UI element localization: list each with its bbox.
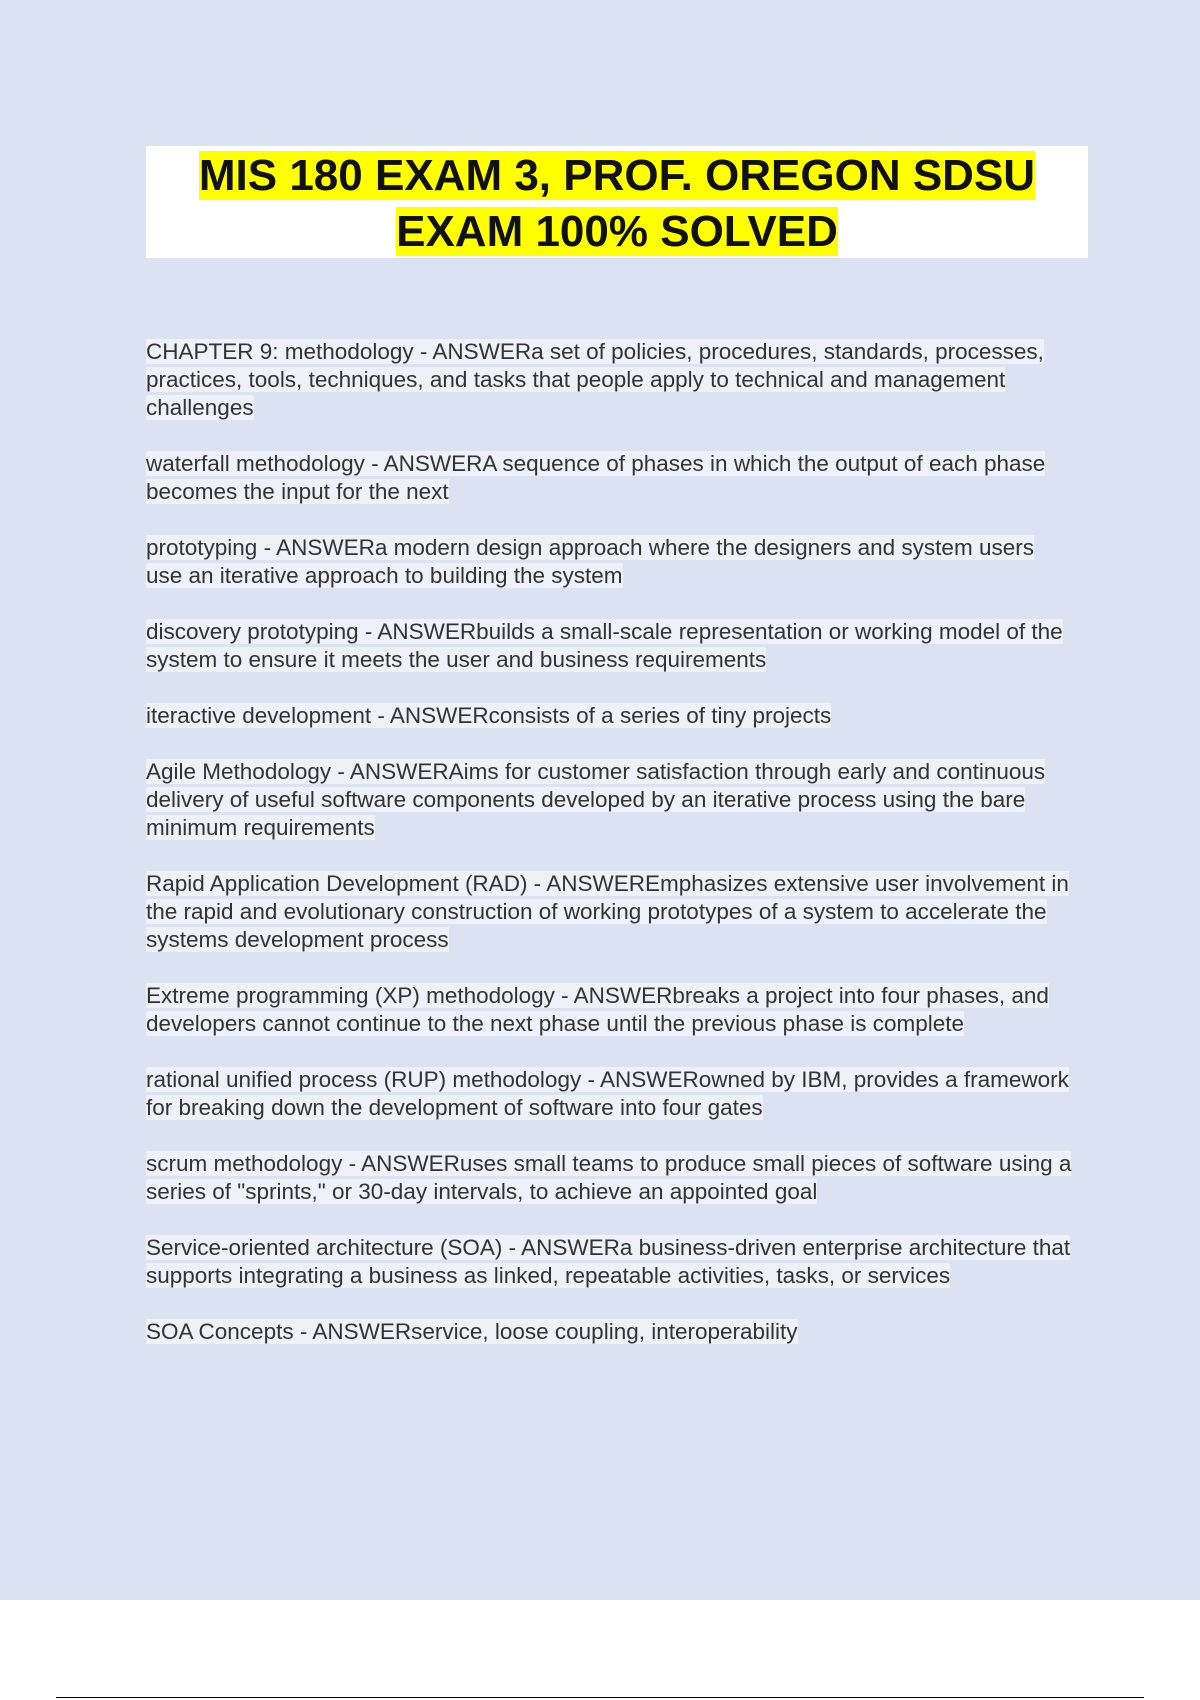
- entry-text: scrum methodology - ANSWERuses small teams to produce small pieces of software using a series of "sprints," or 30-day intervals, to achieve an appointed goal: [146, 1151, 1072, 1204]
- list-item: [146, 1318, 1076, 1346]
- list-item: [146, 982, 1076, 1038]
- entry-text: waterfall methodology - ANSWERA sequence of phases in which the output of each phase becomes the input for the next: [146, 451, 1046, 504]
- title-line-1: MIS 180 EXAM 3, PROF. OREGON SDSU: [198, 151, 1036, 200]
- list-item: [146, 702, 1076, 730]
- entry-text: Service-oriented architecture (SOA) - ANSWERa business-driven enterprise architecture that supports integrating a business as linked, repeatable activities, tasks, or services: [146, 1235, 1071, 1288]
- list-item: [146, 534, 1076, 590]
- entry-list: [146, 338, 1076, 1374]
- list-item: [146, 758, 1076, 842]
- entry-text: iteractive development - ANSWERconsists of a series of tiny projects: [146, 703, 832, 728]
- entry-text: CHAPTER 9: methodology - ANSWERa set of policies, procedures, standards, processes, practices, tools, techniques, and tasks that people apply to technical and management challenges: [146, 339, 1044, 420]
- list-item: [146, 1150, 1076, 1206]
- list-item: [146, 338, 1076, 422]
- entry-text: discovery prototyping - ANSWERbuilds a small-scale representation or working model of the system to ensure it meets the user and business requirements: [146, 619, 1063, 672]
- entry-text: Rapid Application Development (RAD) - ANSWEREmphasizes extensive user involvement in the rapid and evolutionary construction of working prototypes of a system to accelerate the systems development process: [146, 871, 1069, 952]
- list-item: [146, 1066, 1076, 1122]
- title-box: [146, 146, 1088, 258]
- entry-text: prototyping - ANSWERa modern design approach where the designers and system users use an iterative approach to building the system: [146, 535, 1034, 588]
- list-item: [146, 1234, 1076, 1290]
- entry-text: Extreme programming (XP) methodology - ANSWERbreaks a project into four phases, and developers cannot continue to the next phase until the previous phase is complete: [146, 983, 1049, 1036]
- list-item: [146, 618, 1076, 674]
- list-item: [146, 870, 1076, 954]
- entry-text: SOA Concepts - ANSWERservice, loose coupling, interoperability: [146, 1319, 798, 1344]
- list-item: [146, 450, 1076, 506]
- page-divider: [56, 1697, 1144, 1698]
- entry-text: rational unified process (RUP) methodology - ANSWERowned by IBM, provides a framework for breaking down the development of software into four gates: [146, 1067, 1069, 1120]
- title-line-2: EXAM 100% SOLVED: [396, 207, 838, 256]
- entry-text: Agile Methodology - ANSWERAims for customer satisfaction through early and continuous delivery of useful software components developed by an iterative process using the bare minimum requirements: [146, 759, 1046, 840]
- page-title: [146, 146, 1088, 260]
